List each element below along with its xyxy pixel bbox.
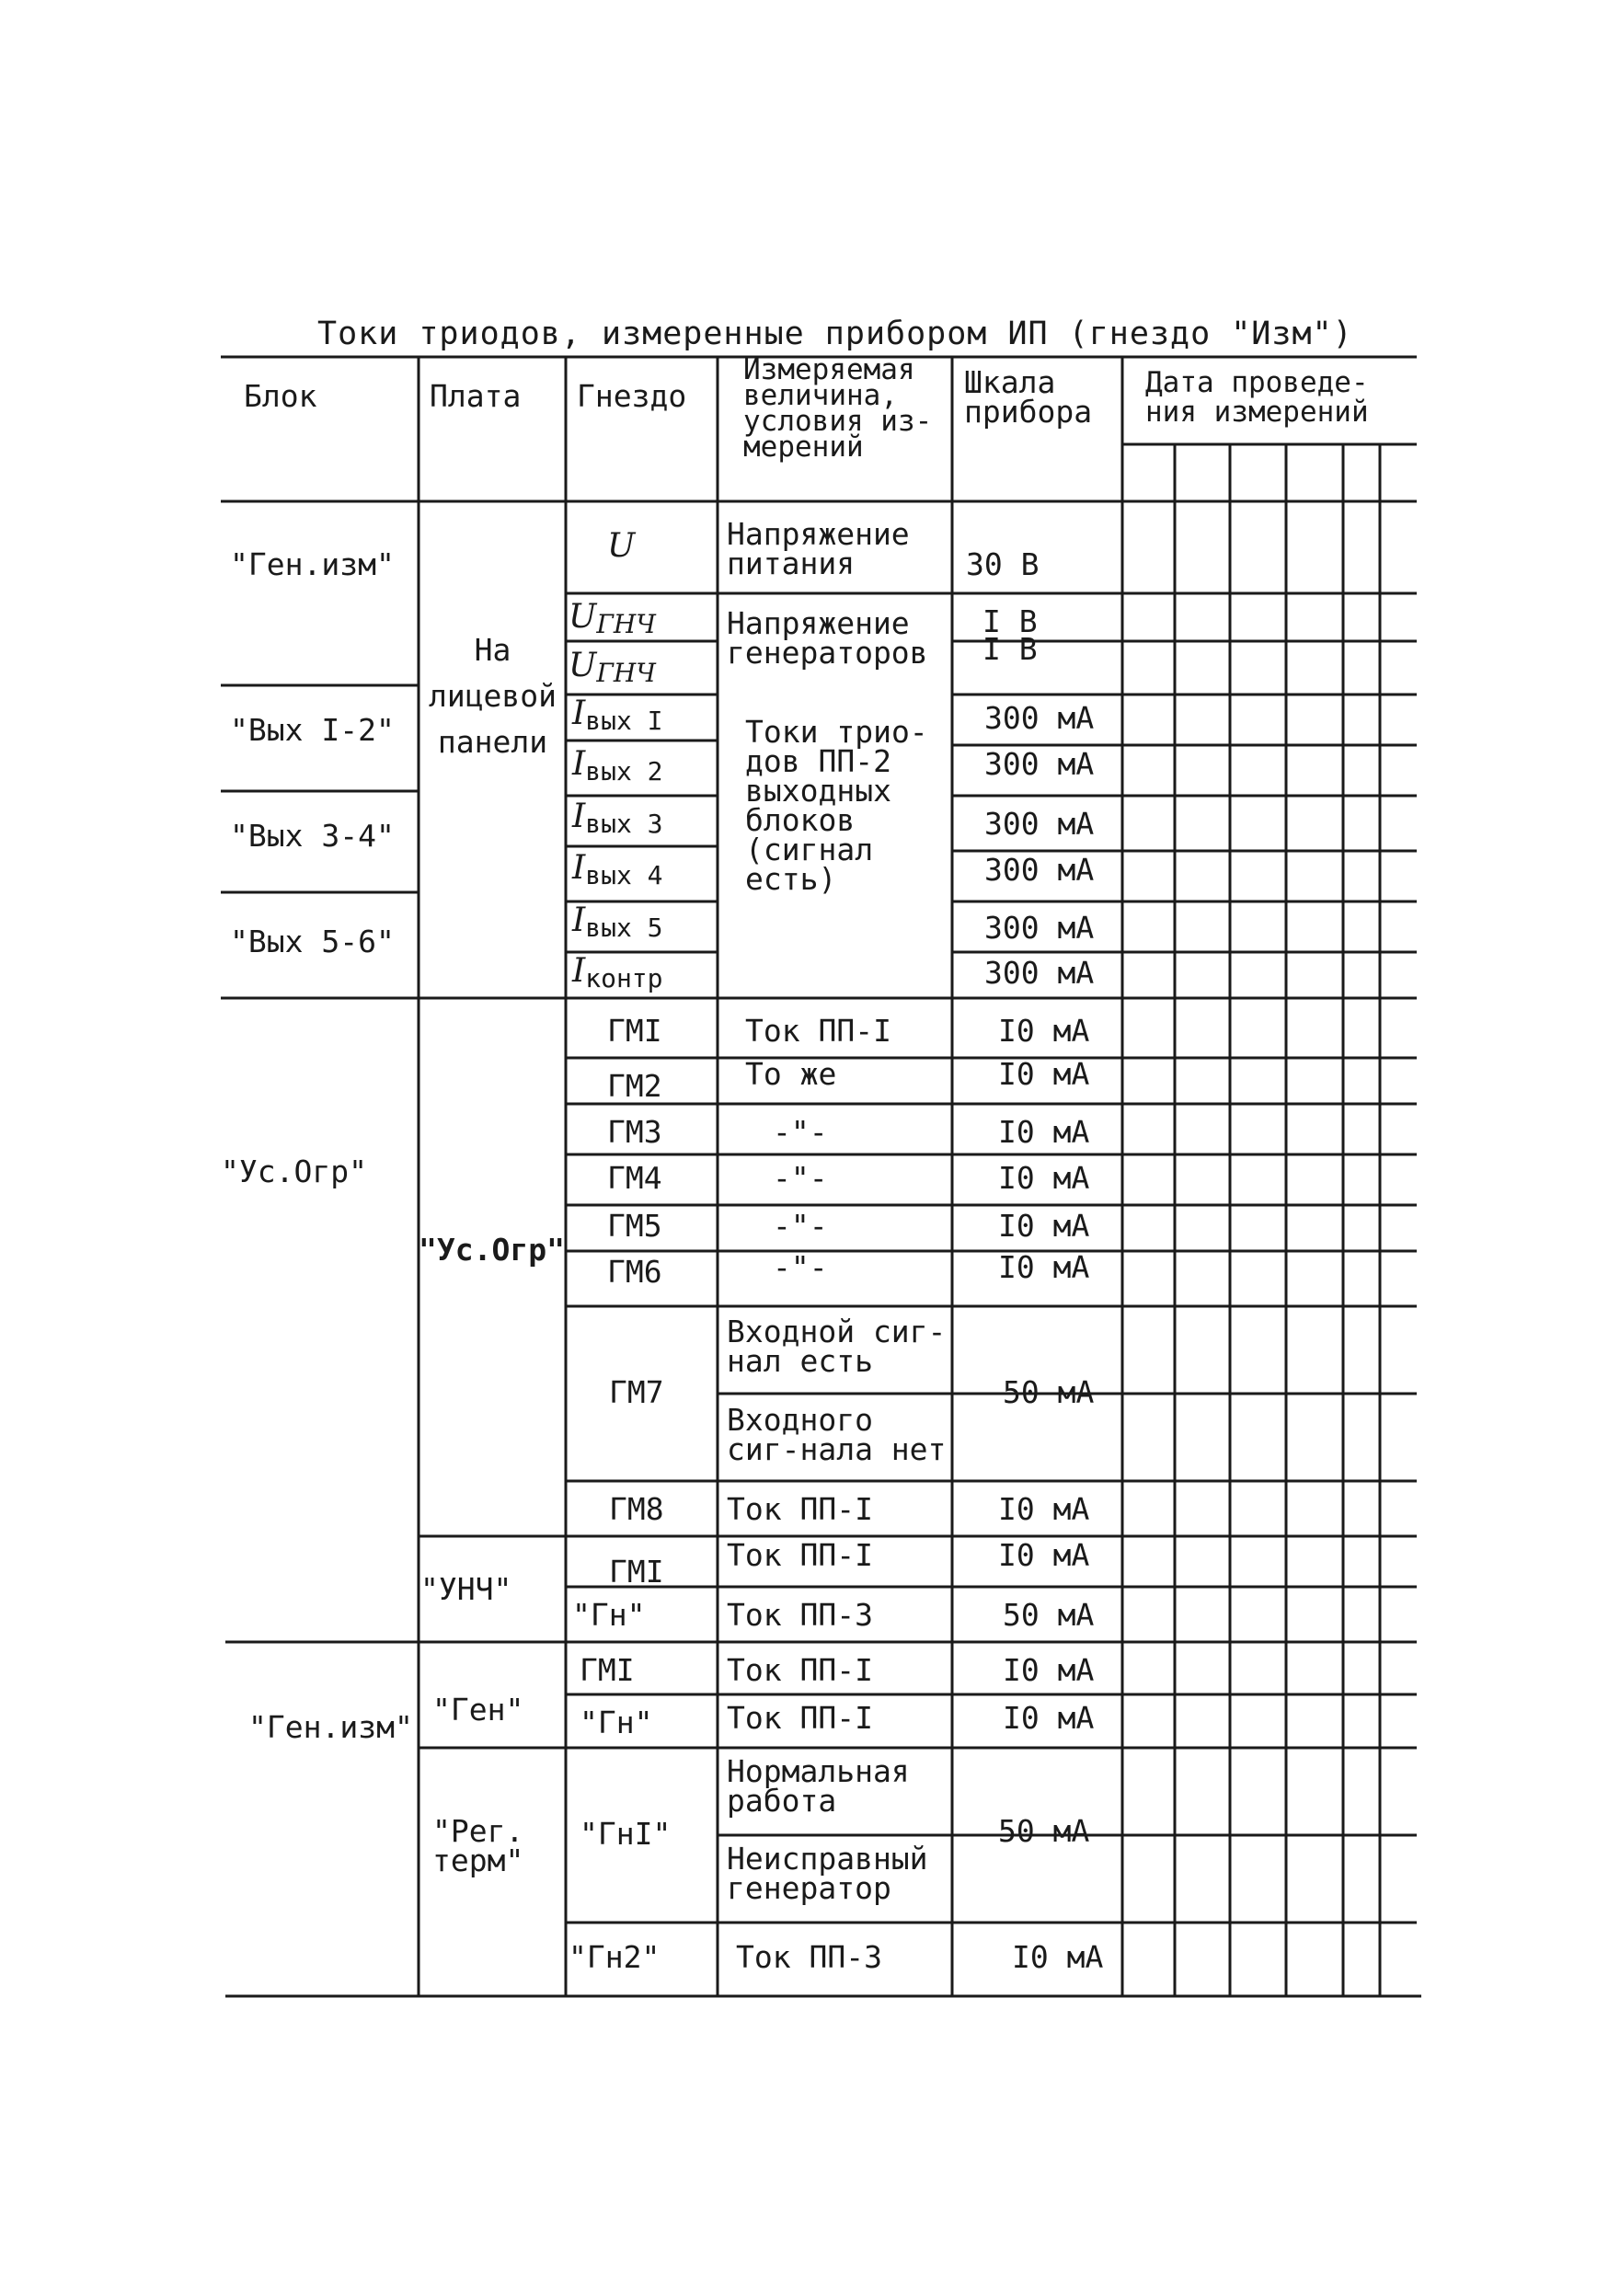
quantity-unch-gn: Ток ПП-3	[727, 1597, 873, 1633]
header-quantity: Измеряемая величина, условия из-мерений	[743, 353, 933, 464]
block-us-ogr: "Ус.Огр"	[221, 1154, 367, 1189]
scale-row-1: I В	[982, 603, 1038, 639]
scale-gn2: I0 мА	[1012, 1939, 1104, 1975]
quantity-gm6: -"-	[773, 1249, 828, 1285]
scale-row-4: 300 мА	[984, 746, 1095, 782]
socket-u-gnch-1: $U_{ГНЧ}$	[569, 598, 656, 639]
socket-u-gnch-2: $U_{ГНЧ}$	[569, 647, 656, 688]
socket-gm8: ГМ8	[609, 1491, 664, 1527]
board-front-panel: На лицевой панели	[428, 632, 557, 760]
scale-gm1: I0 мА	[998, 1013, 1090, 1049]
quantity-gm8: Ток ПП-I	[727, 1491, 873, 1527]
scale-gm3: I0 мА	[998, 1114, 1090, 1150]
quantity-gm7-present: Входной сиг-нал есть	[727, 1314, 947, 1379]
board-unch: "УНЧ"	[420, 1571, 512, 1607]
socket-i-vyh-4: $I_{вых 4}$	[572, 849, 663, 890]
quantity-gen-gn: Ток ПП-I	[727, 1700, 873, 1736]
socket-gen-gm1: ГМI	[580, 1652, 635, 1688]
scale-row-6: 300 мА	[984, 852, 1095, 888]
scale-unch-gn: 50 мА	[1003, 1597, 1095, 1633]
scale-gn1: 50 мА	[998, 1813, 1090, 1849]
scale-unch-gm1: I0 мА	[998, 1537, 1090, 1573]
socket-gen-gn: "Гн"	[580, 1705, 653, 1740]
socket-gm6: ГМ6	[607, 1254, 662, 1290]
header-scale: Шкала прибора	[964, 364, 1093, 430]
socket-gn2: "Гн2"	[569, 1939, 661, 1975]
quantity-unch-gm1: Ток ПП-I	[727, 1537, 873, 1573]
quantity-gen-gm1: Ток ПП-I	[727, 1652, 873, 1688]
scale-gm8: I0 мА	[998, 1491, 1090, 1527]
scale-gm6: I0 мА	[998, 1249, 1090, 1285]
board-reg-term: "Рег. терм"	[432, 1813, 524, 1878]
scale-gm4: I0 мА	[998, 1160, 1090, 1196]
scale-row-2: I В	[982, 631, 1038, 667]
socket-gm3: ГМ3	[607, 1114, 662, 1150]
scale-gm2: I0 мА	[998, 1056, 1090, 1092]
table-title: Токи триодов, измеренные прибором ИП (гнездо "Изм")	[317, 316, 1353, 352]
socket-gm2: ГМ2	[607, 1068, 662, 1104]
socket-u: U	[607, 527, 636, 565]
scale-row-0: 30 В	[966, 546, 1040, 582]
block-gen-izm: "Ген.изм"	[230, 546, 395, 582]
socket-gm7: ГМ7	[609, 1374, 664, 1410]
quantity-gm1: Ток ПП-I	[745, 1013, 891, 1049]
quantity-generators: Напряжение генераторов	[727, 605, 928, 671]
scale-row-5: 300 мА	[984, 806, 1095, 842]
block-gen-izm-2: "Ген.изм"	[248, 1709, 413, 1745]
scale-gm7: 50 мА	[1003, 1374, 1095, 1410]
header-date: Дата проведе-ния измерений	[1145, 366, 1369, 429]
socket-gm1: ГМI	[607, 1013, 662, 1049]
socket-i-vyh-1: $I_{вых I}$	[572, 695, 663, 736]
socket-gm5: ГМ5	[607, 1208, 662, 1244]
quantity-gn1-faulty: Неисправный генератор	[727, 1841, 928, 1906]
header-board: Плата	[430, 378, 522, 414]
scale-gm5: I0 мА	[998, 1208, 1090, 1244]
quantity-gm7-absent: Входного сиг-нала нет	[727, 1402, 947, 1467]
socket-unch-gn: "Гн"	[572, 1597, 646, 1633]
block-vyh-3-4: "Вых 3-4"	[230, 818, 395, 854]
board-us-ogr: "Ус.Огр"	[419, 1232, 565, 1268]
scale-row-8: 300 мА	[984, 955, 1095, 991]
quantity-gn1-normal: Нормальная работа	[727, 1753, 910, 1819]
board-gen: "Ген"	[432, 1692, 524, 1728]
quantity-gm5: -"-	[773, 1208, 828, 1244]
block-vyh-5-6: "Вых 5-6"	[230, 924, 395, 959]
header-block: Блок	[244, 378, 317, 414]
socket-i-vyh-3: $I_{вых 3}$	[572, 798, 663, 839]
quantity-gm4: -"-	[773, 1160, 828, 1196]
socket-gn1: "ГнI"	[580, 1816, 672, 1852]
header-socket: Гнездо	[577, 378, 687, 414]
socket-gm4: ГМ4	[607, 1160, 662, 1196]
scale-gen-gn: I0 мА	[1003, 1700, 1095, 1736]
block-vyh-1-2: "Вых I-2"	[230, 712, 395, 748]
scale-row-7: 300 мА	[984, 910, 1095, 946]
quantity-gm2: То же	[745, 1056, 837, 1092]
scale-gen-gm1: I0 мА	[1003, 1652, 1095, 1688]
quantity-gn2: Ток ПП-3	[736, 1939, 882, 1975]
socket-i-vyh-2: $I_{вых 2}$	[572, 745, 663, 786]
quantity-triode-currents: Токи трио-дов ПП-2 выходных блоков (сигнал есть)	[745, 714, 928, 897]
socket-unch-gm1: ГМI	[609, 1554, 664, 1590]
quantity-gm3: -"-	[773, 1114, 828, 1150]
scale-row-3: 300 мА	[984, 700, 1095, 736]
socket-i-vyh-5: $I_{вых 5}$	[572, 901, 663, 943]
socket-i-kontr: $I_{контр}$	[572, 952, 663, 993]
quantity-supply: Напряжение питания	[727, 516, 910, 581]
